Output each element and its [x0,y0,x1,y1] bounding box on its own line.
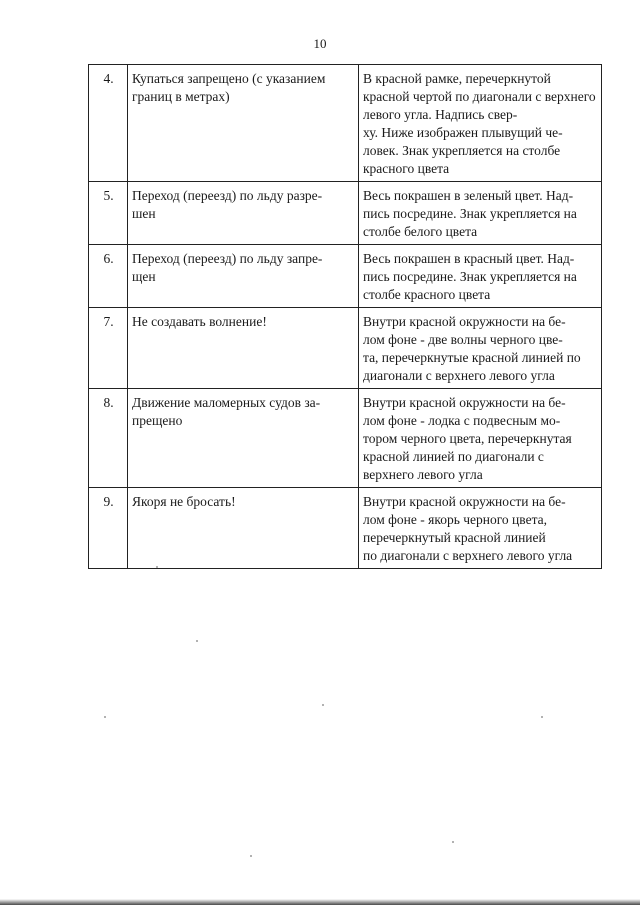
scan-speck [322,704,324,706]
scan-speck [196,640,198,642]
table-row [89,65,602,182]
row-number: 9. [89,488,128,569]
signs-table [88,64,602,569]
sign-name: Якоря не бросать! [128,488,359,569]
scan-speck [104,716,106,718]
row-number: 7. [89,308,128,389]
table-row [89,182,602,245]
table-row [89,389,602,488]
table-row [89,488,602,569]
sign-name: Переход (переезд) по льду разре- шен [128,182,359,245]
sign-description: Весь покрашен в красный цвет. Над- пись посредине. Знак укрепляется на столбе красного цвета [359,245,602,308]
sign-description: Внутри красной окружности на бе- лом фоне - лодка с подвесным мо- тором черного цвета, перечеркнутая красной линией по диагонали с верхнего левого угла [359,389,602,488]
scan-speck [541,716,543,718]
sign-description: Внутри красной окружности на бе- лом фоне - якорь черного цвета, перечеркнутый красной линией по диагонали с верхнего левого угла [359,488,602,569]
sign-name: Переход (переезд) по льду запре- щен [128,245,359,308]
sign-description: Внутри красной окружности на бе- лом фоне - две волны черного цве- та, перечеркнутые красной линией по диагонали с верхнего левого угла [359,308,602,389]
page-number: 10 [313,36,327,51]
sign-description: Весь покрашен в зеленый цвет. Над- пись посредине. Знак укрепляется на столбе белого цвета [359,182,602,245]
row-number: 5. [89,182,128,245]
row-number: 6. [89,245,128,308]
scan-speck [452,841,454,843]
sign-name: Купаться запрещено (с указанием границ в метрах) [128,65,359,182]
scan-edge [0,899,640,905]
scan-speck [250,855,252,857]
row-number: 8. [89,389,128,488]
sign-description: В красной рамке, перечеркнутой красной чертой по диагонали с верхнего левого угла. Надпись свер- ху. Ниже изображен плывущий че- ловек. Знак укрепляется на столбе красного цвета [359,65,602,182]
table-row [89,308,602,389]
table-row [89,245,602,308]
scan-speck [156,566,158,568]
row-number: 4. [89,65,128,182]
sign-name: Не создавать волнение! [128,308,359,389]
sign-name: Движение маломерных судов за- прещено [128,389,359,488]
